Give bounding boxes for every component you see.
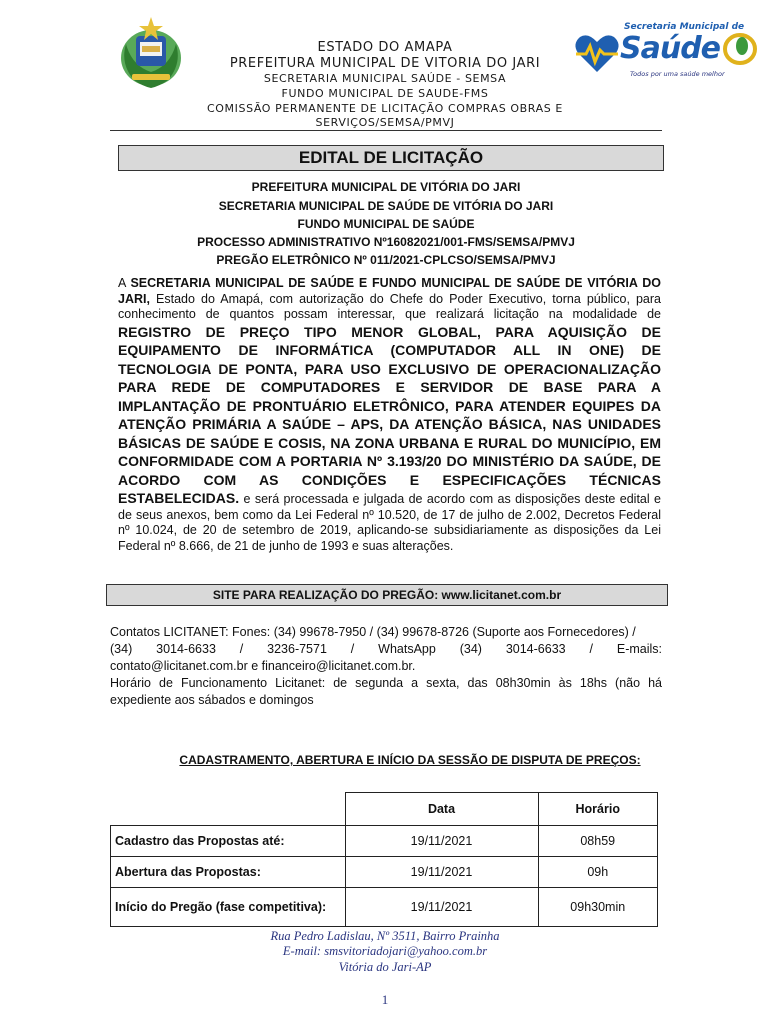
- document-title: EDITAL DE LICITAÇÃO: [118, 145, 664, 171]
- table-row: [111, 888, 658, 927]
- footer-address: Rua Pedro Ladislau, Nº 3511, Bairro Prainha: [270, 929, 500, 943]
- table-header-empty: [111, 793, 346, 826]
- row-label: Cadastro das Propostas até:: [111, 826, 346, 857]
- contacts-line-2: (34) 3014-6633 / 3236-7571 / WhatsApp (34) 3014-6633 / E-mails:: [110, 642, 662, 656]
- table-row: [111, 857, 658, 888]
- saude-logo-tagline: Todos por uma saúde melhor: [630, 70, 725, 78]
- schedule-title: CADASTRAMENTO, ABERTURA E INÍCIO DA SESSÃO DE DISPUTA DE PREÇOS:: [179, 753, 641, 767]
- header-commission-cont: SERVIÇOS/SEMSA/PMVJ: [315, 116, 455, 129]
- contacts-line-1: Contatos LICITANET: Fones: (34) 99678-7950 / (34) 99678-8726 (Suporte aos Fornecedores) /: [110, 625, 636, 639]
- contacts-block: [110, 624, 662, 709]
- contacts-line-4: Horário de Funcionamento Licitanet: de segunda a sexta, das 08h30min às 18hs (não há expediente aos sábados e domingos: [110, 676, 662, 707]
- header-fund: FUNDO MUNICIPAL DE SAUDE-FMS: [281, 87, 489, 100]
- saude-logo-top: Secretaria Municipal de: [624, 22, 745, 32]
- schedule-table: [110, 792, 658, 927]
- pregao-number: PREGÃO ELETRÔNICO Nº 011/2021-CPLCSO/SEMSA/PMVJ: [216, 253, 556, 267]
- footer-city: Vitória do Jari-AP: [338, 960, 432, 974]
- row-label: Início do Pregão (fase competitiva):: [111, 888, 346, 927]
- intro-a: A: [118, 276, 131, 290]
- process-number: PROCESSO ADMINISTRATIVO Nº16082021/001-FMS/SEMSA/PMVJ: [197, 235, 575, 249]
- header-secretariat: SECRETARIA MUNICIPAL SAÚDE - SEMSA: [263, 72, 507, 85]
- leaf-icon: [722, 32, 758, 66]
- row-date: 19/11/2021: [345, 826, 538, 857]
- intro-paragraph: [118, 276, 661, 554]
- row-date: 19/11/2021: [345, 888, 538, 927]
- row-time: 08h59: [538, 826, 658, 857]
- intro-text-2: e será processada e julgada de acordo com as disposições deste edital e de seus anexos, bem como da Lei Federal nº 10.520, de 17 de julho de 2.002, Decretos Federal nº 10.024, de 20 de setembro de 2019, aplicando-se subsidiariamente as disposições da Lei Federal nº 8.666, de 21 de junho de 1993 e suas alterações.: [118, 492, 661, 553]
- row-date: 19/11/2021: [345, 857, 538, 888]
- row-time: 09h: [538, 857, 658, 888]
- column-header-time: Horário: [538, 793, 658, 826]
- contacts-line-3: contato@licitanet.com.br e financeiro@licitanet.com.br.: [110, 659, 416, 673]
- header-divider: [110, 130, 662, 131]
- saude-logo: [572, 20, 762, 90]
- page-number: 1: [381, 992, 389, 1007]
- saude-logo-main: Saúde: [620, 31, 721, 66]
- footer-email: E-mail: smsvitoriadojari@yahoo.com.br: [282, 944, 488, 958]
- row-time: 09h30min: [538, 888, 658, 927]
- site-box: SITE PARA REALIZAÇÃO DO PREGÃO: www.licitanet.com.br: [106, 584, 668, 606]
- intro-text-1: Estado do Amapá, com autorização do Chefe do Poder Executivo, torna público, para conhecimento de quantos possam interessar, que realizará licitação na modalidade de: [118, 291, 661, 321]
- center-line-2: SECRETARIA MUNICIPAL DE SAÚDE DE VITÓRIA DO JARI: [218, 199, 554, 213]
- header-commission: COMISSÃO PERMANENTE DE LICITAÇÃO COMPRAS OBRAS E: [207, 102, 563, 115]
- intro-bold-entity: SECRETARIA MUNICIPAL DE SAÚDE E FUNDO MUNICIPAL DE SAÚDE DE VITÓRIA DO JARI,: [118, 276, 661, 306]
- center-line-1: PREFEITURA MUNICIPAL DE VITÓRIA DO JARI: [251, 180, 521, 194]
- intro-bold-object: REGISTRO DE PREÇO TIPO MENOR GLOBAL, PARA AQUISIÇÃO DE EQUIPAMENTO DE INFORMÁTICA (COMPUTADOR ALL IN ONE) DE TECNOLOGIA DE PONTA, PARA USO EXCLUSIVO DE OPERACIONALIZAÇÃO PARA REDE DE COMPUTADORES E SERVIDOR DE BASE PARA A IMPLANTAÇÃO DE PRONTUÁRIO ELETRÔNICO, PARA ATENDER EQUIPES DA ATENÇÃO PRIMÁRIA A SAÚDE – APS, DA ATENÇÃO BÁSICA, NAS UNIDADES BÁSICAS DE SAÚDE E COSIS, NA ZONA URBANA E RURAL DO MUNICÍPIO, EM CONFORMIDADE COM A PORTARIA Nº 3.193/20 DO MINISTÉRIO DA SAÚDE, DE ACORDO COM AS CONDIÇÕES E ESPECIFICAÇÕES TÉCNICAS ESTABELECIDAS.: [118, 323, 661, 506]
- table-row: [111, 826, 658, 857]
- row-label: Abertura das Propostas:: [111, 857, 346, 888]
- column-header-date: Data: [345, 793, 538, 826]
- header-state: ESTADO DO AMAPA: [317, 40, 453, 55]
- table-header-row: [111, 793, 658, 826]
- center-line-3: FUNDO MUNICIPAL DE SAÚDE: [297, 217, 475, 231]
- header-municipality: PREFEITURA MUNICIPAL DE VITORIA DO JARI: [229, 56, 541, 71]
- heart-pulse-icon: [572, 28, 622, 78]
